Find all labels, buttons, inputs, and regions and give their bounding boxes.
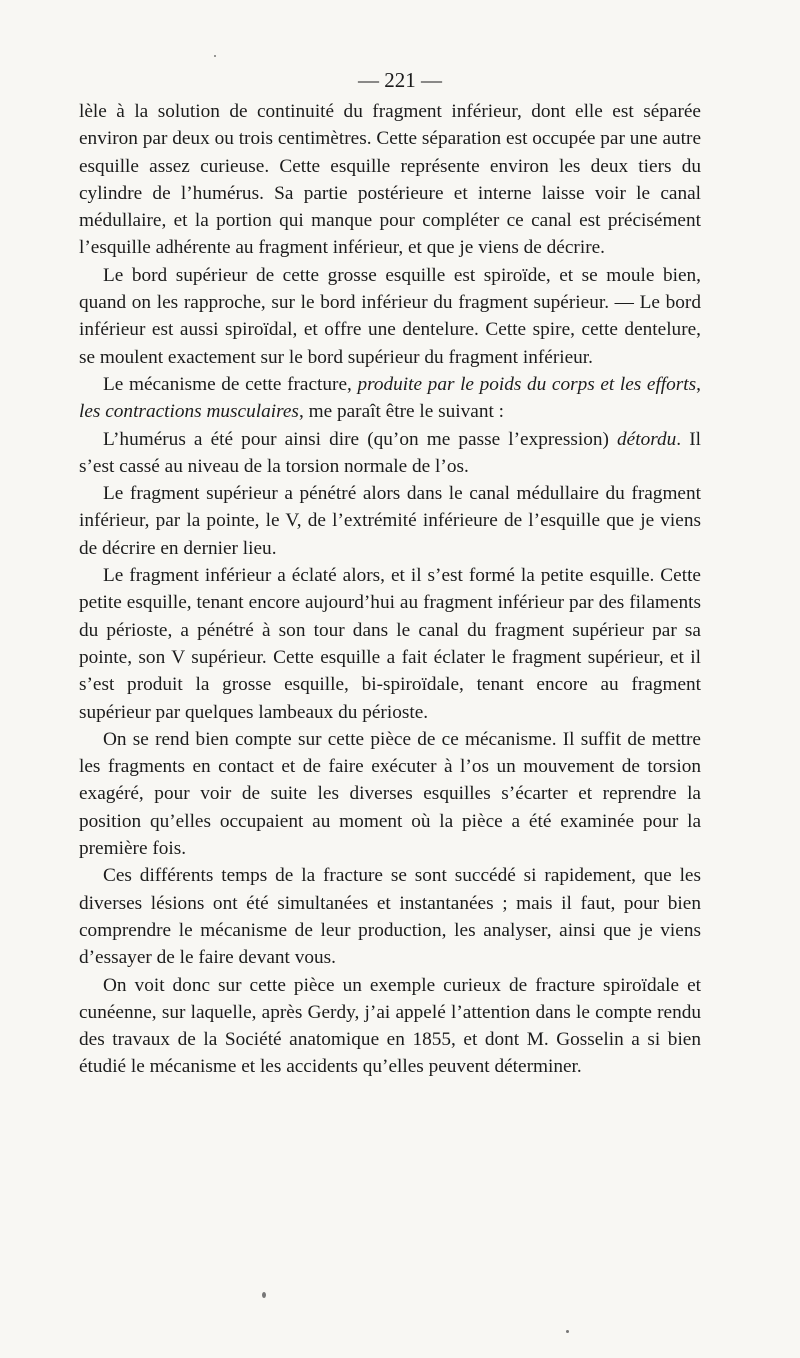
paragraph [79,262,701,371]
page-number: — 221 — [358,68,442,92]
text-run: Le bord supérieur de cette grosse esquille est spiroïde, et se moule bien, quand on les rapproche, sur le bord inférieur du fragment supérieur. — Le bord inférieur est aussi spiroïdal, et offre une dentelure. Cette spire, cette dentelure, se moulent exactement sur le bord supérieur du fragment inférieur. [79,264,701,368]
italic-text: les contractions musculaires [79,401,299,423]
paragraph [79,426,701,481]
text-run: L’humérus a été pour ainsi dire (qu’on me passe l’expression) [103,428,618,450]
text-run: , [696,373,701,395]
paragraph [79,562,701,726]
text-run: , me paraît être le suivant : [298,401,504,423]
paragraph [79,972,701,1081]
text-run: lèle à la solution de continuité du fragment inférieur, dont elle est séparée environ par deux ou trois centimètres. Cette séparation est occupée par une autre esquille assez curieuse. Cette esquille représente environ les deux tiers du cylindre de l’humérus. Sa partie postérieure et interne laisse voir le canal médullaire, et la portion qui manque pour compléter ce canal est précisément l’esquille adhérente au fragment inférieur, et que je viens de décrire. [79,101,701,259]
text-run: Ces différents temps de la fracture se sont succédé si rapidement, que les diverses lésions ont été simultanées et instantanées ; mais il faut, pour bien comprendre le mécanisme de leur production, les analyser, ainsi que je viens d’essayer de le faire devant vous. [79,865,701,969]
text-run: On voit donc sur cette pièce un exemple curieux de fracture spiroïdale et cunéenne, sur laquelle, après Gerdy, j’ai appelé l’attention dans le compte rendu des travaux de la Société anatomique en 1855, et dont M. Gosselin a si bien étudié le mécanisme et les accidents qu’elles peuvent déterminer. [79,974,701,1078]
text-run: Le mécanisme de cette fracture, [103,373,358,395]
ink-speck [566,1330,569,1333]
ink-speck [214,55,216,57]
italic-text: produite par le poids du corps et les efforts [357,373,697,395]
text-run: Le fragment supérieur a pénétré alors dans le canal médullaire du fragment inférieur, par la pointe, le V, de l’extrémité inférieure de l’esquille que je viens de décrire en dernier lieu. [79,483,701,559]
paragraph [79,371,701,426]
paragraph [79,862,701,971]
text-run: On se rend bien compte sur cette pièce de ce mécanisme. Il suffit de mettre les fragments en contact et de faire exécuter à l’os un mouvement de torsion exagéré, pour voir de suite les diverses esquilles s’écarter et reprendre la position qu’elles occupaient au moment où la pièce a été examinée pour la première fois. [79,728,701,860]
text-run: Le fragment inférieur a éclaté alors, et il s’est formé la petite esquille. Cette petite esquille, tenant encore aujourd’hui au fragment inférieur par des filaments du périoste, a pénétré à son tour dans le canal du fragment supérieur par sa pointe, son V supérieur. Cette esquille a fait éclater le fragment supérieur, et il s’est produit la grosse esquille, bi-spiroïdale, tenant encore au fragment supérieur par quelques lambeaux du périoste. [79,565,701,723]
text-run: . Il s’est cassé au niveau de la torsion normale de l’os. [79,428,701,477]
paragraph [79,726,701,862]
paragraph [79,98,701,262]
body-text [79,98,701,1081]
ink-speck [262,1292,266,1298]
italic-text: détordu [617,428,677,450]
paragraph [79,480,701,562]
